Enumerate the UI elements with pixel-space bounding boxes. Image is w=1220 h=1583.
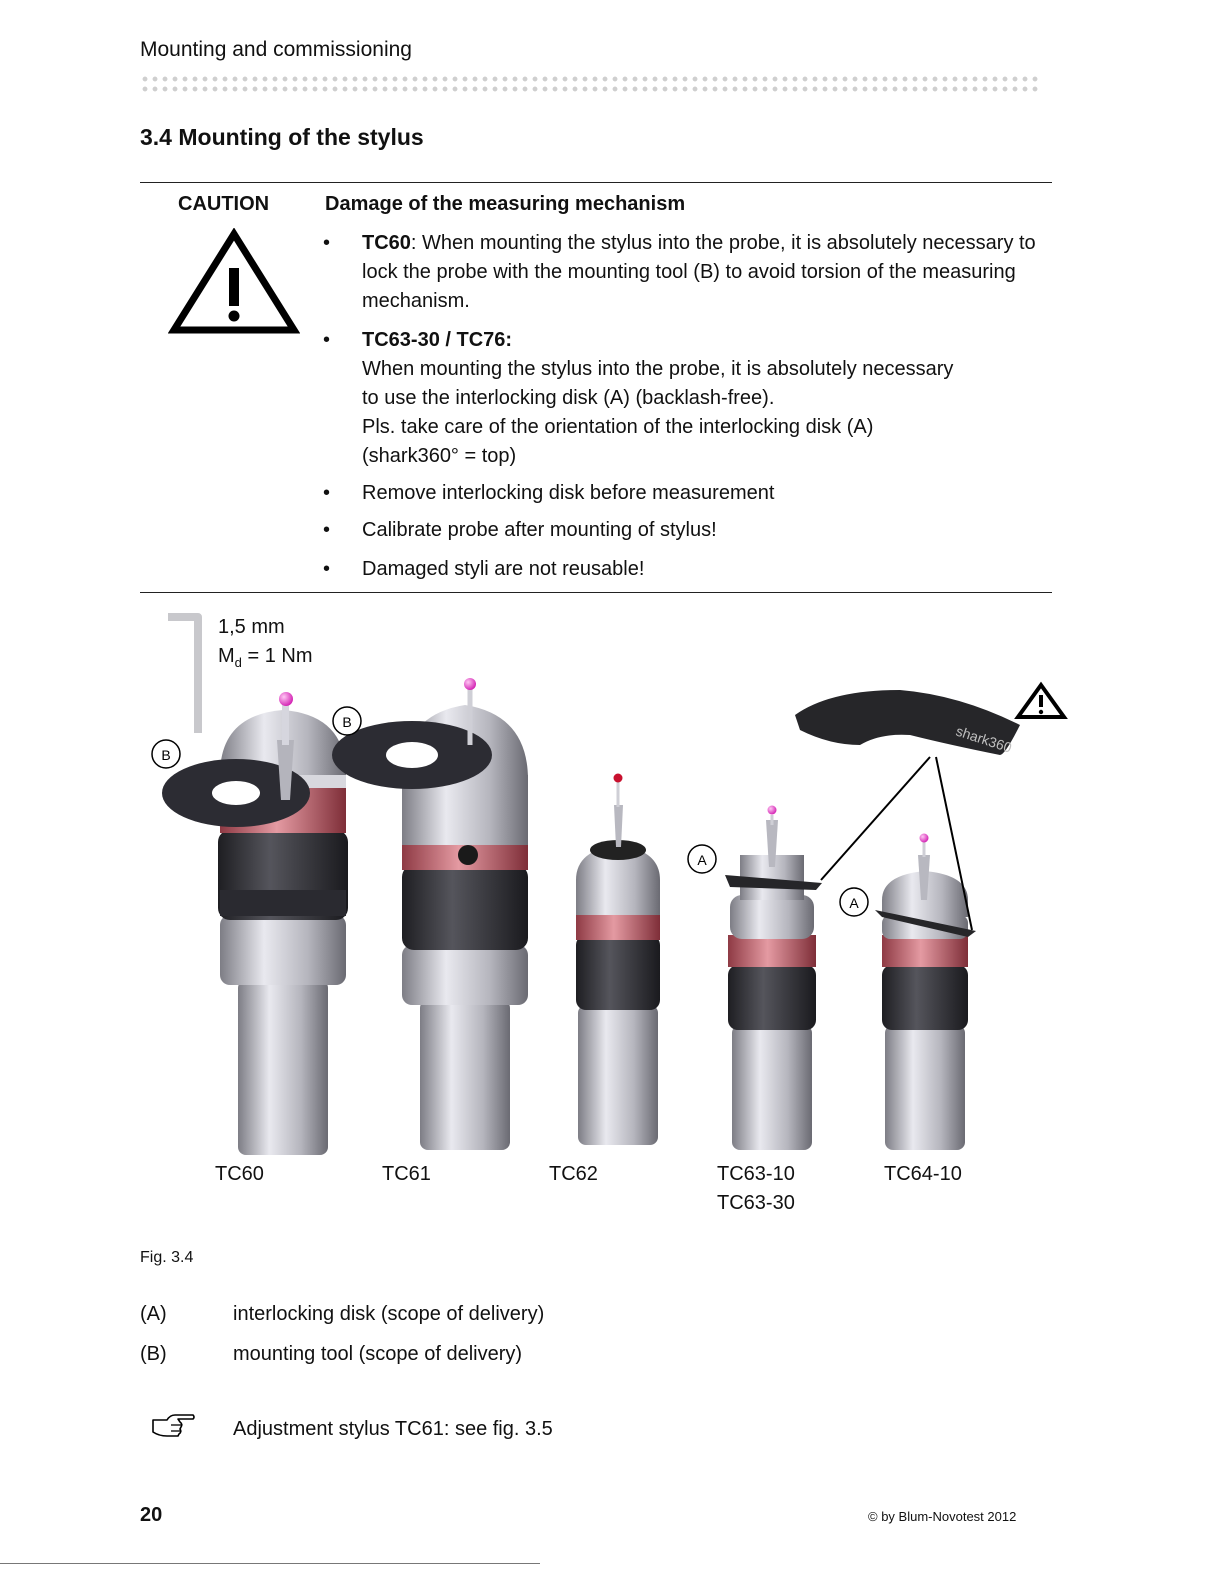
probe-figure <box>140 605 1080 1165</box>
caution-top-rule <box>140 182 1052 183</box>
wrench-size-label: 1,5 mm <box>218 616 285 638</box>
callout-a-tc63 <box>688 845 716 873</box>
warning-icon <box>1018 685 1064 717</box>
bullet-lead: TC63-30 / TC76: <box>362 329 513 351</box>
bullet-text: Damaged styli are not reusable! <box>362 558 645 580</box>
bullet-line: to use the interlocking disk (A) (backlash-free). <box>362 387 775 409</box>
probe-label-tc63-10: TC63-10 <box>717 1163 795 1185</box>
cross-reference-note: Adjustment stylus TC61: see fig. 3.5 <box>233 1418 553 1440</box>
bullet-icon: • <box>323 482 331 504</box>
callout-b-tc60 <box>152 740 180 768</box>
pointing-hand-icon <box>150 1412 196 1440</box>
probe-label-tc60: TC60 <box>215 1163 264 1185</box>
callout-a-tc64 <box>840 888 868 916</box>
legend-key-a: (A) <box>140 1303 167 1325</box>
bullet-icon: • <box>323 329 331 351</box>
bullet-text: : When mounting the stylus into the probe, it is absolutely necessary to lock the probe with the mounting tool (B) to avoid torsion of the measuring mechanism. <box>362 232 1036 312</box>
probe-tc62 <box>576 774 660 1146</box>
caution-title: Damage of the measuring mechanism <box>325 193 686 215</box>
caution-bottom-rule <box>140 592 1052 593</box>
svg-text:B: B <box>161 747 171 763</box>
hex-key-icon <box>168 617 198 733</box>
page-number: 20 <box>140 1504 163 1526</box>
figure-caption: Fig. 3.4 <box>140 1249 194 1266</box>
interlocking-disk-shark360 <box>795 690 1020 756</box>
caution-label: CAUTION <box>178 193 270 215</box>
bullet-text: Remove interlocking disk before measurement <box>362 482 775 504</box>
torque-label: $M_d = 1$ Nm <box>218 645 313 670</box>
probe-label-tc64-10: TC64-10 <box>884 1163 962 1185</box>
probe-label-tc62: TC62 <box>549 1163 598 1185</box>
bullet-icon: • <box>323 232 331 254</box>
bullet-text: Calibrate probe after mounting of stylus! <box>362 519 717 541</box>
bullet-line: Pls. take care of the orientation of the interlocking disk (A) <box>362 416 874 438</box>
running-header: Mounting and commissioning <box>140 38 412 61</box>
section-heading: 3.4 Mounting of the stylus <box>140 124 424 150</box>
svg-text:A: A <box>697 852 707 868</box>
probe-tc63 <box>725 806 822 1151</box>
probe-tc60 <box>162 692 348 1155</box>
warning-triangle-icon <box>168 228 300 336</box>
probe-tc61 <box>332 678 528 1150</box>
bullet-line: (shark360° = top) <box>362 445 517 467</box>
bullet-lead: TC60 <box>362 232 411 254</box>
bullet-icon: • <box>323 519 331 541</box>
bullet-line: When mounting the stylus into the probe, it is absolutely necessary <box>362 358 954 380</box>
dotted-divider <box>140 74 1040 94</box>
probe-label-tc63-30: TC63-30 <box>717 1192 795 1214</box>
legend-text-a: interlocking disk (scope of delivery) <box>233 1303 545 1325</box>
svg-text:shark360: shark360 <box>954 722 1014 756</box>
bottom-rule <box>0 1563 540 1564</box>
bullet-icon: • <box>323 558 331 580</box>
legend-text-b: mounting tool (scope of delivery) <box>233 1343 523 1365</box>
probe-label-tc61: TC61 <box>382 1163 431 1185</box>
svg-text:B: B <box>342 714 352 730</box>
svg-text:A: A <box>849 895 859 911</box>
legend-key-b: (B) <box>140 1343 167 1365</box>
copyright: © by Blum-Novotest 2012 <box>868 1509 1017 1524</box>
callout-b-tc61 <box>333 707 361 735</box>
